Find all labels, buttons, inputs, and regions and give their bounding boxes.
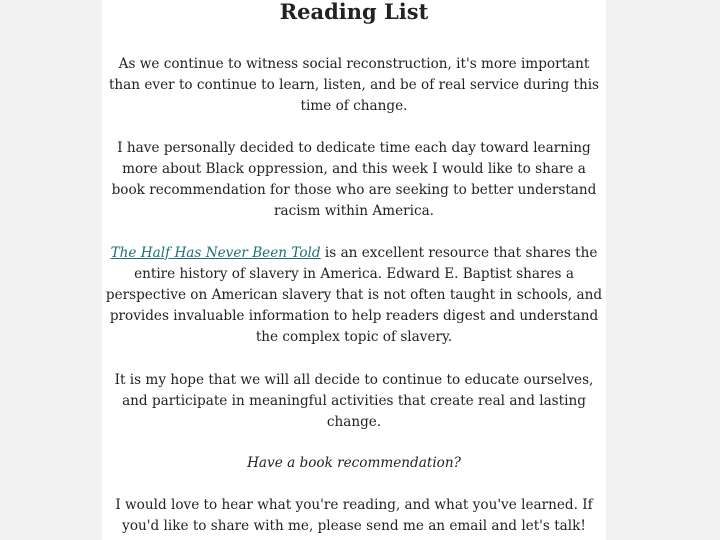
page-title: Reading List <box>279 0 429 24</box>
contact-paragraph: I would love to hear what you're reading, and what you've learned. If you'd like to share with me, please send me an email and let's talk! <box>115 497 593 534</box>
content-card <box>102 0 606 540</box>
book-title-link[interactable]: The Half Has Never Been Told <box>110 245 321 261</box>
recommendation-prompt: Have a book recommendation? <box>247 455 461 471</box>
dedication-paragraph: I have personally decided to dedicate time each day toward learning more about Black oppression, and this week I would like to share a book recommendation for those who are seeking to better understand racism within America. <box>111 140 597 219</box>
book-description: is an excellent resource that shares the entire history of slavery in America. Edward E. Baptist shares a perspective on American slavery that is not often taught in schools, and provides invaluable information to help readers digest and understand the complex topic of slavery. <box>105 245 603 345</box>
hope-paragraph: It is my hope that we will all decide to continue to educate ourselves, and participate in meaningful activities that create real and lasting change. <box>114 372 594 430</box>
intro-paragraph: As we continue to witness social reconstruction, it's more important than ever to continue to learn, listen, and be of real service during this time of change. <box>108 56 600 114</box>
book-paragraph <box>102 243 606 348</box>
